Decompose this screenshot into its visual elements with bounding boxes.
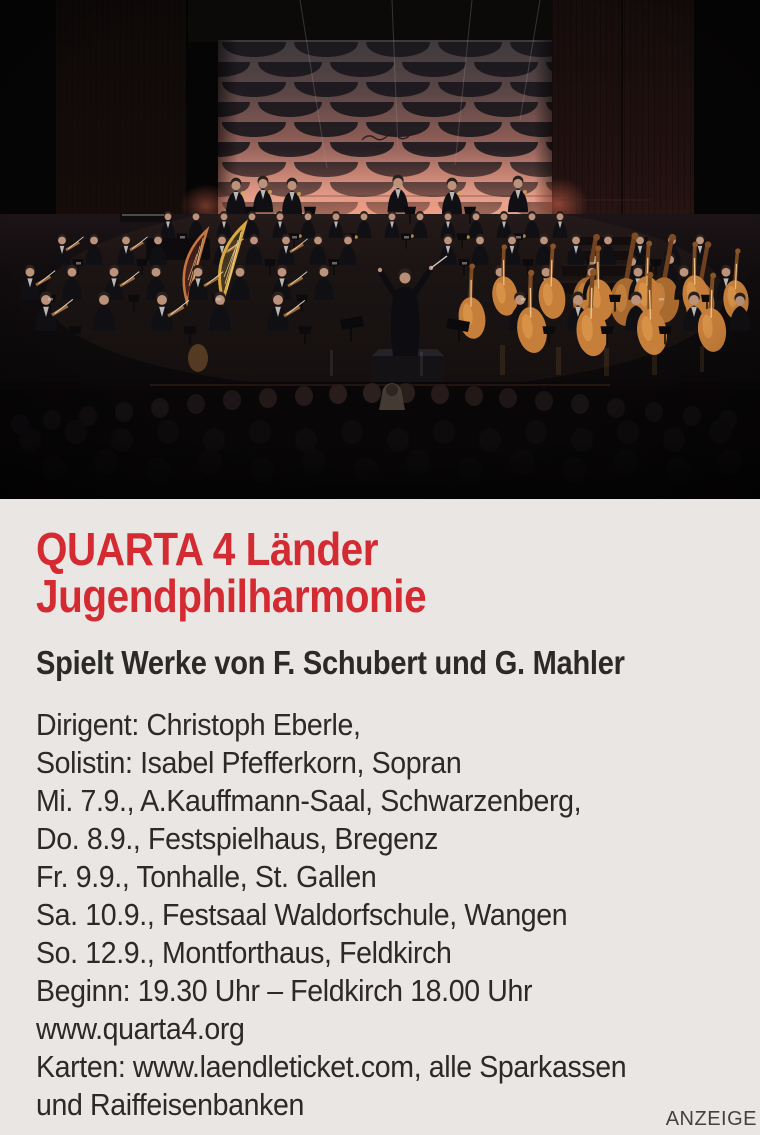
ad-line-date-sa: Sa. 10.9., Festsaal Waldorfschule, Wangen <box>36 897 568 932</box>
ad-line-solistin: Solistin: Isabel Pfefferkorn, Sopran <box>36 745 462 780</box>
anzeige-label: ANZEIGE <box>665 1108 757 1130</box>
ad-line-beginn: Beginn: 19.30 Uhr – Feldkirch 18.00 Uhr <box>36 973 533 1008</box>
ad-title <box>36 523 641 622</box>
ad-line-date-do: Do. 8.9., Festspielhaus, Bregenz <box>36 821 438 856</box>
ad-line-date-fr: Fr. 9.9., Tonhalle, St. Gallen <box>36 859 377 894</box>
ad-body <box>36 706 669 1124</box>
ad-title-line-1: QUARTA 4 Länder <box>36 523 379 575</box>
ad-line-website: www.quarta4.org <box>36 1011 245 1046</box>
ad-subtitle: Spielt Werke von F. Schubert und G. Mahler <box>36 644 625 681</box>
ad-title-line-2: Jugendphilharmonie <box>36 570 427 622</box>
ad-line-date-so: So. 12.9., Montforthaus, Feldkirch <box>36 935 452 970</box>
ad-line-date-mi: Mi. 7.9., A.Kauffmann-Saal, Schwarzenberg, <box>36 783 582 818</box>
ad-line-tickets-2: und Raiffeisenbanken <box>36 1087 305 1122</box>
orchestra-photo <box>0 0 760 499</box>
ad-line-dirigent: Dirigent: Christoph Eberle, <box>36 707 361 742</box>
ad-content <box>36 499 724 1124</box>
ad-line-tickets-1: Karten: www.laendleticket.com, alle Sparkassen <box>36 1049 627 1084</box>
